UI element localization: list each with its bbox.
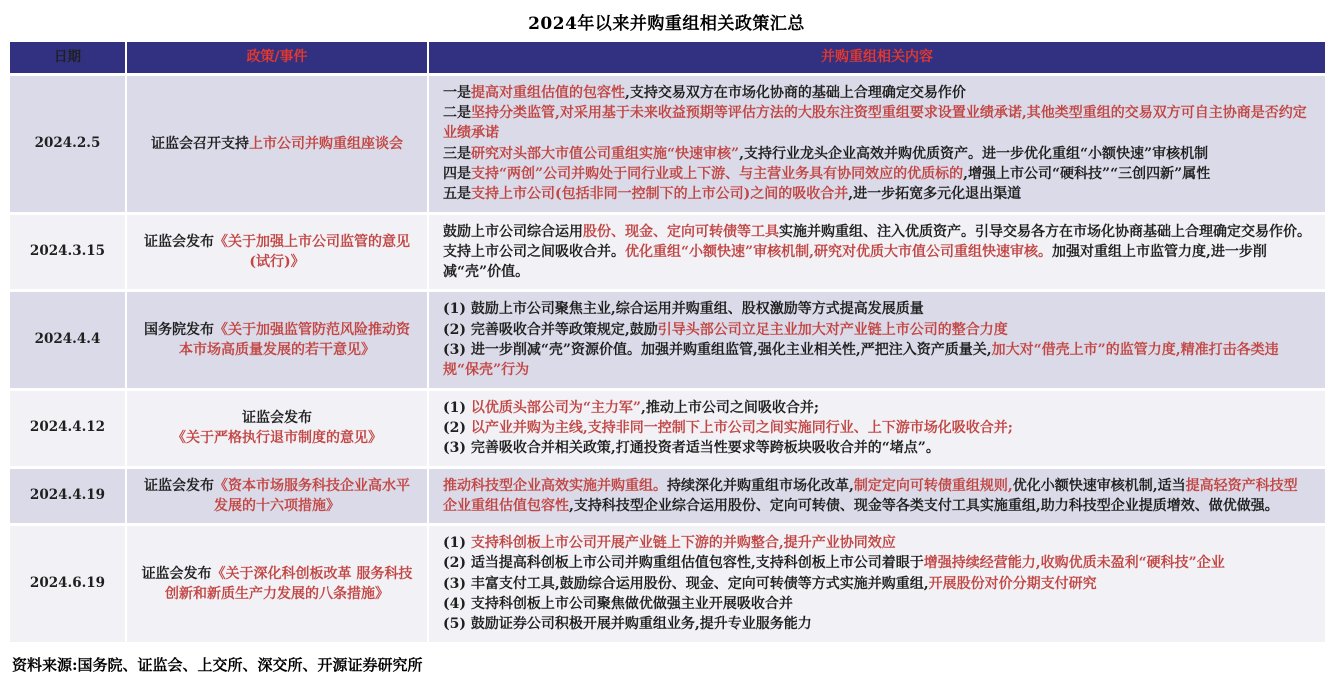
text-segment: 证监会发布 — [144, 233, 214, 250]
source-note: 资料来源:国务院、证监会、上交所、深交所、开源证券研究所 — [12, 655, 423, 674]
text-segment: ,增强上市公司“硬科技”“三创四新”属性 — [963, 165, 1211, 182]
header-cell-policy: 政策/事件 — [127, 42, 427, 73]
table-row — [10, 292, 1325, 387]
table-row — [10, 391, 1325, 466]
text-segment: 国务院发布 — [144, 321, 214, 338]
header-cell-content: 并购重组相关内容 — [429, 42, 1325, 73]
table-row — [10, 76, 1325, 212]
text-segment: 《关于严格执行退市制度的意见》 — [172, 430, 382, 447]
date-cell: 2024.6.19 — [10, 526, 125, 641]
content-cell — [429, 292, 1325, 387]
text-segment: ,支持交易双方在市场化协商的基础上合理确定交易作价 — [625, 84, 966, 101]
text-segment: (3) 完善吸收合并相关政策,打通投资者适当性要求等跨板块吸收合并的“堵点”。 — [443, 440, 940, 457]
text-segment: 推动科技型企业高效实施并购重组。 — [443, 477, 667, 494]
content-line — [443, 144, 1311, 164]
header-row — [10, 42, 1325, 73]
text-segment: (4) 支持科创板上市公司聚焦做优做强主业开展吸收合并 — [443, 596, 793, 613]
text-segment: 提高轻资产科技型企业重组估值包容性 — [443, 477, 1298, 514]
content-line — [443, 476, 1311, 517]
content-cell — [429, 526, 1325, 641]
content-cell — [429, 469, 1325, 524]
text-segment: (3) 进一步削减“壳”资源价值。加强并购重组监管,强化主业相关性,严把注入资产质量关, — [443, 342, 992, 359]
text-segment: 提高对重组估值的包容性 — [471, 84, 625, 101]
date-cell: 2024.4.19 — [10, 469, 125, 524]
date-cell: 2024.4.4 — [10, 292, 125, 387]
text-segment: 支持科创板上市公司开展产业链上下游的并购整合,提升产业协同效应 — [470, 535, 896, 552]
text-segment: 优化小额快速审核机制,适当 — [1012, 477, 1186, 494]
text-segment: 二是 — [443, 105, 471, 122]
content-cell — [429, 391, 1325, 466]
text-segment: 上市公司并购重组座谈会 — [249, 135, 403, 152]
text-segment: 加强对重组上市监管力度,进一步削减“壳”价值。 — [443, 243, 1267, 281]
page-title: 2024年以来并购重组相关政策汇总 — [528, 14, 805, 34]
table-row — [10, 215, 1325, 290]
text-segment: 《关于加强上市公司监管的意见(试行)》 — [214, 233, 410, 271]
text-segment: 持续深化并购重组市场化改革, — [667, 477, 854, 494]
content-line — [443, 438, 1311, 458]
content-line — [443, 222, 1311, 283]
text-segment: 证监会召开支持 — [151, 135, 249, 152]
policy-text — [139, 476, 415, 517]
text-segment: ,进一步拓宽多元化退出渠道 — [848, 186, 1022, 203]
content-line — [443, 553, 1311, 573]
text-segment: (1) — [443, 399, 471, 416]
text-segment: 研究对头部大市值公司重组实施“快速审核” — [471, 145, 740, 162]
content-line — [443, 614, 1311, 634]
policy-cell — [127, 76, 427, 212]
text-segment: 坚持分类监管,对采用基于未来收益预期等评估方法的大股东注资型重组要求设置业绩承诺,其他类型重组的交易双方可自主协商是否约定业绩承诺 — [443, 105, 1307, 142]
text-segment: ,支持科技型企业综合运用股份、定向可转债、现金等各类支付工具实施重组,助力科技型企业提质增效、做优做强。 — [569, 497, 1279, 514]
text-segment: 开展股份对价分期支付研究 — [928, 575, 1097, 592]
content-line — [443, 164, 1311, 184]
content-line — [443, 103, 1311, 144]
policy-cell — [127, 215, 427, 290]
text-segment: 三是 — [443, 145, 471, 162]
content-line — [443, 574, 1311, 594]
text-segment: 证监会发布 — [141, 565, 212, 582]
content-cell — [429, 215, 1325, 290]
policy-text — [139, 408, 415, 449]
text-segment: (2) 完善吸收合并等政策规定,鼓励 — [443, 321, 658, 338]
content-line — [443, 594, 1311, 614]
text-segment: 股份、现金、定向可转债等工具 — [583, 223, 779, 240]
date-cell: 2024.3.15 — [10, 215, 125, 290]
policy-text — [151, 134, 403, 154]
text-segment: 以优质头部公司为“主力军” — [470, 399, 641, 416]
table-row — [10, 469, 1325, 524]
date-cell: 2024.4.12 — [10, 391, 125, 466]
text-segment: 支持“两创”公司并购处于同行业或上下游、与主营业务具有协同效应的优质标的 — [471, 165, 964, 182]
content-line — [443, 398, 1311, 418]
text-segment: (3) 丰富支付工具,鼓励综合运用股份、现金、定向可转债等方式实施并购重组, — [443, 575, 929, 592]
text-segment: 《关于深化科创板改革 服务科技创新和新质生产力发展的八条措施》 — [165, 565, 413, 602]
policy-cell — [127, 469, 427, 524]
text-segment: 一是 — [443, 84, 471, 101]
text-segment: 证监会发布 — [242, 409, 312, 426]
text-segment: 《资本市场服务科技企业高水平发展的十六项措施》 — [214, 477, 410, 514]
date-cell: 2024.2.5 — [10, 76, 125, 212]
text-segment: 引导头部公司立足主业加大对产业链上市公司的整合力度 — [657, 321, 1008, 338]
text-segment: 五是 — [443, 186, 471, 203]
text-segment: 增强持续经营能力,收购优质未盈利“硬科技”企业 — [923, 555, 1225, 572]
text-segment: ,支持行业龙头企业高效并购优质资产。进一步优化重组“小额快速”审核机制 — [739, 145, 1209, 162]
policy-cell — [127, 526, 427, 641]
text-segment: (1) 鼓励上市公司聚焦主业,综合运用并购重组、股权激励等方式提高发展质量 — [443, 301, 924, 318]
content-line — [443, 83, 1311, 103]
text-segment: 实施并购重组、注入优质资产。引导交易各方在市场化协商基础上合理确定交易作价。支持上市公司之间吸收合并。 — [443, 223, 1311, 260]
content-line — [443, 533, 1311, 553]
text-segment: 加大对“借壳上市”的监管力度,精准打击各类违规“保壳”行为 — [443, 342, 1279, 379]
content-line — [443, 299, 1311, 319]
content-line — [443, 340, 1311, 381]
policy-cell — [127, 391, 427, 466]
policy-cell — [127, 292, 427, 387]
text-segment: ,推动上市公司之间吸收合并; — [640, 399, 820, 416]
text-segment: 证监会发布 — [144, 477, 214, 494]
table-row — [10, 526, 1325, 641]
policy-table — [10, 42, 1325, 642]
content-line — [443, 184, 1311, 204]
text-segment: 《关于加强监管防范风险推动资本市场高质量发展的若干意见》 — [179, 321, 410, 359]
text-segment: 优化重组“小额快速”审核机制,研究对优质大市值公司重组快速审核。 — [625, 243, 1052, 260]
text-segment: 以产业并购为主线,支持非同一控制下上市公司之间实施同行业、上下游市场化吸收合并; — [470, 419, 1013, 436]
text-segment: 鼓励上市公司综合运用 — [443, 223, 583, 240]
policy-text — [139, 564, 415, 605]
text-segment: (5) 鼓励证券公司积极开展并购重组业务,提升专业服务能力 — [443, 616, 812, 633]
content-line — [443, 418, 1311, 438]
text-segment: 制定定向可转债重组规则, — [853, 477, 1013, 494]
text-segment: 四是 — [443, 165, 471, 182]
text-segment: (1) — [443, 535, 471, 552]
content-cell — [429, 76, 1325, 212]
content-line — [443, 320, 1311, 340]
header-cell-date: 日期 — [10, 42, 125, 73]
text-segment: (2) 适当提高科创板上市公司并购重组估值包容性,支持科创板上市公司着眼于 — [443, 555, 924, 572]
text-segment: 支持上市公司(包括非同一控制下的上市公司)之间的吸收合并 — [471, 186, 849, 203]
table-body — [10, 76, 1325, 642]
policy-text — [139, 232, 415, 273]
text-segment: (2) — [443, 419, 471, 436]
policy-text — [139, 320, 415, 361]
